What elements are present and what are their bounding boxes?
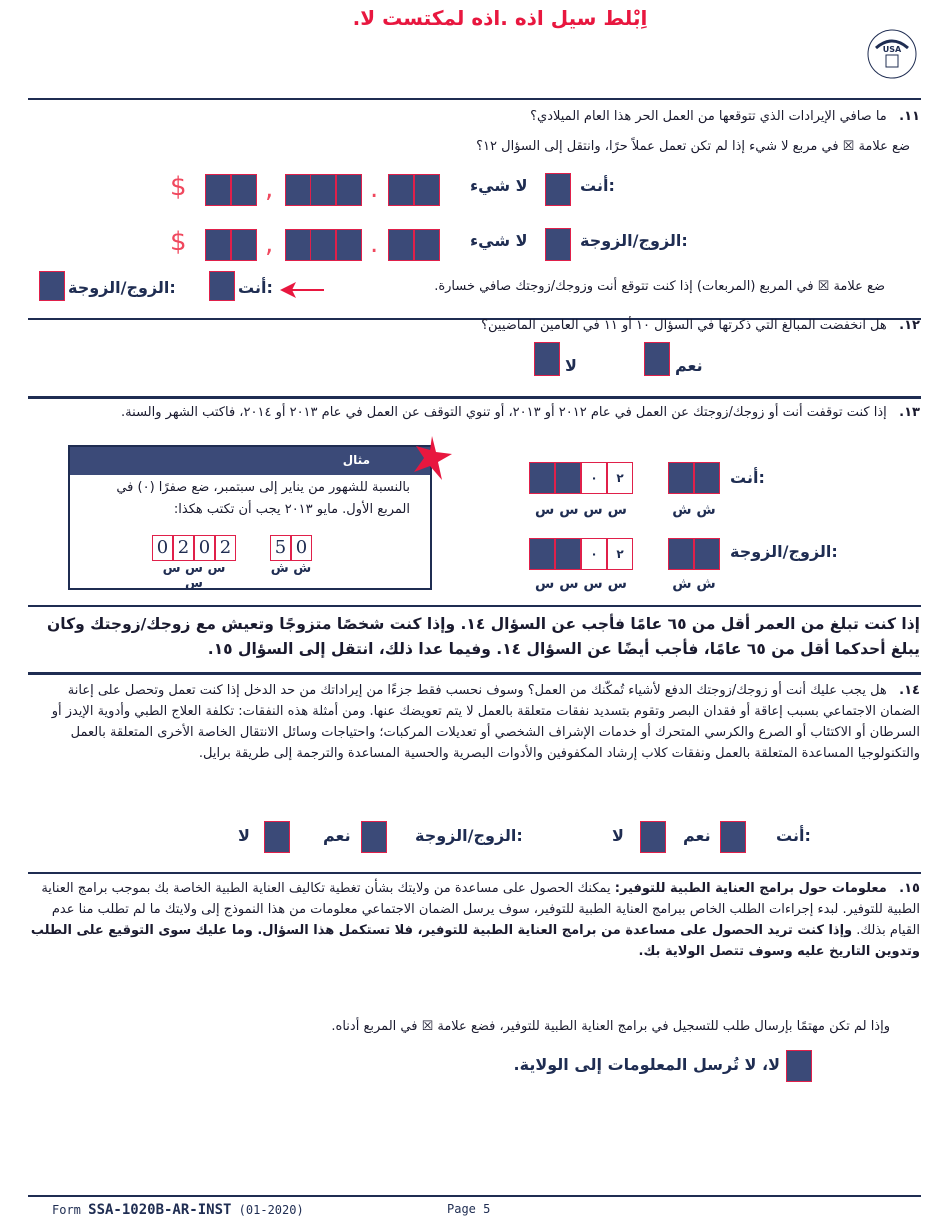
spouse-label: الزوج/الزوجة: <box>580 231 688 250</box>
q12-yes-checkbox[interactable] <box>644 342 670 376</box>
amount-cell[interactable] <box>388 229 414 261</box>
q14-question: ١٤. هل يجب عليك أنت أو زوجك/زوجتك الدفع لأشياء تُمكّنك من العمل؟ وسوف نحسب فقط جزءًا من إيراداتك من حد الدخل إذا كنت تعمل وتحصل على إعانة الضمان الاجتماعي بسبب إعاقة أو فقدان البصر وتقوم بتسديد نفقات متعلقة بالعمل لا يتم تعويضك عنها. ومن أمثلة هذه النفقات: تكلفة العلاج الطبي وأدوية الإيدز أو السرطان أو الاكتئاب أو الصرع والكرسي المتحرك أو خدمات الإشراف الشخصي أو تعديلات المركبات؛ واحتياجات وسائل الانتقال الخاصة الأخرى المتعلقة بالعمل والتكنولوجيا المساعدة المتعلقة بالعمل ونفقات كلاب إرشاد المكفوفين والأدوات البصرية والحسية المساعدة والترجمة إلى طريقة برايل. <box>51 683 920 761</box>
amount-cell[interactable] <box>414 174 440 206</box>
star-icon <box>412 436 456 484</box>
you-label: أنت: <box>730 468 765 487</box>
amount-cell[interactable] <box>231 174 257 206</box>
svg-text:USA: USA <box>882 45 902 54</box>
amount-cell[interactable] <box>285 174 311 206</box>
comma: , <box>265 174 274 204</box>
month-hint: ش ش <box>672 576 716 592</box>
none-label: لا شيء <box>470 231 528 250</box>
no-label: لا <box>612 826 624 845</box>
yes-label: نعم <box>323 826 351 845</box>
loss-you-label: أنت: <box>238 278 273 297</box>
month-cell[interactable] <box>668 538 694 570</box>
amount-cell[interactable] <box>285 229 311 261</box>
dollar-sign: $ <box>170 227 187 257</box>
dot: . <box>370 229 379 259</box>
q14-you-yes-checkbox[interactable] <box>720 821 746 853</box>
year-hint: س س س س <box>535 502 627 518</box>
q15-opt-out-checkbox[interactable] <box>786 1050 812 1082</box>
example-digit: 0 <box>152 535 173 561</box>
example-digit: 0 <box>291 535 312 561</box>
amount-cell[interactable] <box>310 229 336 261</box>
none-checkbox-you[interactable] <box>545 173 571 206</box>
q15-instruction: وإذا لم تكن مهتمًا بإرسال طلب للتسجيل في برامج العناية الطبية للتوفير، فضع علامة ☒ في المربع أدناه. <box>331 1019 890 1034</box>
q12-yes-label: نعم <box>675 356 703 375</box>
example-box <box>68 445 432 590</box>
amount-cell[interactable] <box>414 229 440 261</box>
you-label: أنت: <box>580 176 615 195</box>
q14-spouse-label: الزوج/الزوجة: <box>415 826 523 845</box>
none-label: لا شيء <box>470 176 528 195</box>
example-digit: 0 <box>194 535 215 561</box>
no-label: لا <box>238 826 250 845</box>
example-digit: 5 <box>270 535 291 561</box>
dollar-sign: $ <box>170 172 187 202</box>
year-cell[interactable] <box>529 462 555 494</box>
age-notice: إذا كنت تبلغ من العمر أقل من ٦٥ عامًا فأجب عن السؤال ١٤. وإذا كنت شخصًا متزوجًا وتعيش مع زوجك/زوجتك وكان يبلغ أحدكما أقل من ٦٥ عامًا، فأجب أيضًا عن السؤال ١٤. وفيما عدا ذلك، انتقل إلى السؤال ١٥. <box>47 615 920 658</box>
year-hint: س س س س <box>162 561 226 591</box>
banner-title: .اِبْلط سيل اذه .اذه لمكتست لا <box>352 6 648 30</box>
q12-no-label: لا <box>565 356 577 375</box>
month-cell[interactable] <box>694 462 720 494</box>
arrow-left-icon <box>280 282 324 302</box>
amount-cell[interactable] <box>336 229 362 261</box>
example-text: بالنسبة للشهور من يناير إلى سبتمبر، ضع صفرًا (٠) في المربع الأول. مايو ٢٠١٣ يجب أن تكتب هكذا: <box>116 480 410 517</box>
q12-no-checkbox[interactable] <box>534 342 560 376</box>
q14-spouse-yes-checkbox[interactable] <box>361 821 387 853</box>
q15-opt-out-label: لا، لا تُرسل المعلومات إلى الولاية. <box>513 1055 780 1074</box>
ssa-logo <box>866 28 918 80</box>
none-checkbox-spouse[interactable] <box>545 228 571 261</box>
q15-text: ١٥. معلومات حول برامج العناية الطبية للتوفير: يمكنك الحصول على مساعدة من ولايتك بشأن تغطية تكاليف العناية الطبية الخاصة بك بموجب برامج العناية الطبية للتوفير. لبدء إجراءات الطلب الخاص ببرامج العناية الطبية للتوفير، سوف يرسل الضمان الاجتماعي معلومات من هذا النموذج إلى ولايتك ما لم تطلب منا عدم القيام بذلك. وإذا كنت تريد الحصول على مساعدة من برامج العناية الطبية للتوفير، فلا تستكمل هذا السؤال. وما عليك سوى التوقيع على الطلب وتدوين التاريخ عليه وسوف تتصل الولاية بك. <box>30 881 920 959</box>
q11-instruction: ضع علامة ☒ في مربع لا شيء إذا لم تكن تعمل عملاً حرًا، وانتقل إلى السؤال ١٢؟ <box>476 139 910 154</box>
loss-spouse-label: الزوج/الزوجة: <box>68 278 176 297</box>
q14-you-label: أنت: <box>776 826 811 845</box>
page-number: Page 5 <box>447 1202 491 1216</box>
loss-checkbox-spouse[interactable] <box>39 271 65 301</box>
amount-cell[interactable] <box>310 174 336 206</box>
q14-spouse-no-checkbox[interactable] <box>264 821 290 853</box>
year-cell[interactable]: ٠ <box>581 538 607 570</box>
comma: , <box>265 229 274 259</box>
amount-cell[interactable] <box>205 174 231 206</box>
amount-cell[interactable] <box>231 229 257 261</box>
year-cell[interactable] <box>529 538 555 570</box>
example-title: مثال <box>70 447 430 475</box>
form-footer: Form SSA-1020B-AR-INST (01-2020) <box>52 1202 304 1218</box>
example-digit: 2 <box>215 535 236 561</box>
yes-label: نعم <box>683 826 711 845</box>
q11-question: ١١. ما صافي الإيرادات الذي تتوقعها من العمل الحر هذا العام الميلادي؟ <box>530 109 920 124</box>
year-hint: س س س س <box>535 576 627 592</box>
month-cell[interactable] <box>668 462 694 494</box>
loss-checkbox-you[interactable] <box>209 271 235 301</box>
year-cell[interactable]: ٢ <box>607 462 633 494</box>
example-digit: 2 <box>173 535 194 561</box>
year-cell[interactable] <box>555 462 581 494</box>
q14-you-no-checkbox[interactable] <box>640 821 666 853</box>
loss-instruction: ضع علامة ☒ في المربع (المربعات) إذا كنت تتوقع أنت وزوجك/زوجتك صافي خسارة. <box>434 279 885 294</box>
year-cell[interactable] <box>555 538 581 570</box>
year-cell[interactable]: ٢ <box>607 538 633 570</box>
amount-cell[interactable] <box>388 174 414 206</box>
q13-question: ١٣. إذا كنت توقفت أنت أو زوجك/زوجتك عن العمل في عام ٢٠١٢ أو ٢٠١٣، أو تنوي التوقف عن العمل في عام ٢٠١٣ أو ٢٠١٤، فاكتب الشهر والسنة. <box>121 405 920 420</box>
dot: . <box>370 174 379 204</box>
month-hint: ش ش <box>672 502 716 518</box>
amount-cell[interactable] <box>205 229 231 261</box>
amount-cell[interactable] <box>336 174 362 206</box>
q12-question: ١٢. هل انخفضت المبالغ التي ذكرتها في السؤال ١٠ أو ١١ في العامين الماضيين؟ <box>481 318 920 333</box>
spouse-label: الزوج/الزوجة: <box>730 542 838 561</box>
month-cell[interactable] <box>694 538 720 570</box>
year-cell[interactable]: ٠ <box>581 462 607 494</box>
month-hint: ش ش <box>270 561 312 576</box>
